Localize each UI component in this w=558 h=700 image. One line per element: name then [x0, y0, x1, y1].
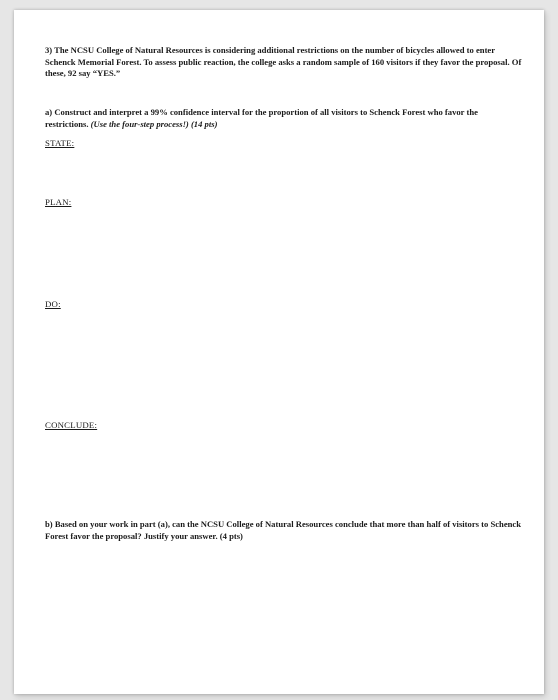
question-body: The NCSU College of Natural Resources is considering additional restrictions on the number of bicycles allowed to enter Schenck Memorial Forest. To assess public reaction, the college asks a random sample of 160 visitors if they favor the proposal. Of these, 92 say “YES.” — [45, 45, 522, 79]
plan-label: PLAN: — [45, 197, 72, 207]
document-page — [14, 10, 544, 694]
part-a-hint: (Use the four-step process!) — [90, 118, 189, 129]
question-3-text — [45, 45, 523, 80]
question-3 — [45, 45, 523, 80]
part-b-points: (4 pts) — [219, 530, 243, 541]
part-a-points: (14 pts) — [190, 118, 218, 129]
part-b-label: b) — [45, 519, 53, 529]
state-label: STATE: — [45, 138, 75, 148]
part-b — [45, 519, 523, 542]
part-a — [45, 107, 523, 130]
question-number: 3) — [45, 45, 53, 55]
part-a-body: Construct and interpret a 99% confidence interval for the proportion of all visitors to Schenck Forest who favor the restrictions. — [45, 107, 478, 129]
part-b-text — [45, 519, 523, 542]
part-b-body: Based on your work in part (a), can the NCSU College of Natural Resources conclude that more than half of visitors to Schenck Forest favor the proposal? Justify your answer. — [45, 519, 522, 541]
do-label: DO: — [45, 299, 61, 309]
part-a-text — [45, 107, 523, 130]
conclude-label: CONCLUDE: — [45, 420, 98, 430]
part-a-label: a) — [45, 107, 53, 117]
